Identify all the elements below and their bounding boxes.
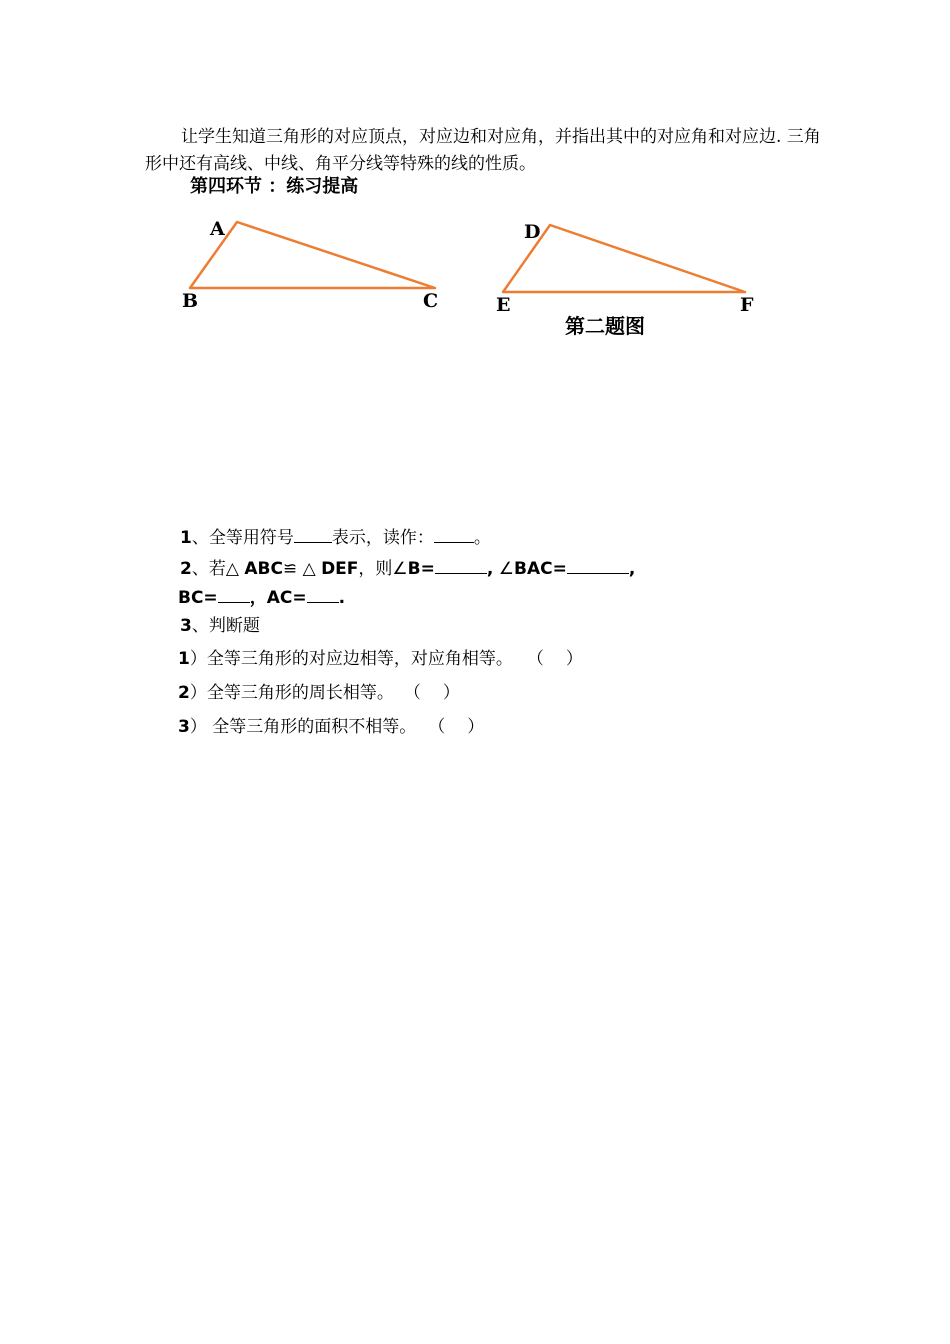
q2-tri: △	[297, 559, 322, 579]
q1-text-b: 表示，读作	[331, 528, 417, 548]
label-a: A	[210, 218, 225, 240]
j3-text: ） 全等三角形的面积不相等。	[189, 717, 417, 737]
q2-number: 2	[180, 559, 192, 579]
q2-angle: ∠	[493, 559, 514, 579]
q1-sep: 、	[191, 528, 209, 548]
j2-paren-close: ）	[442, 683, 460, 703]
triangle-def	[496, 221, 754, 316]
q2-def: DEF	[321, 559, 359, 579]
j3-number: 3	[178, 717, 190, 737]
j2-paren-open: （	[403, 683, 421, 703]
j3-paren-close: ）	[467, 717, 485, 737]
j1-paren-close: ）	[565, 649, 583, 669]
j3-answer[interactable]	[428, 717, 484, 737]
q2-sep: 、	[191, 559, 209, 579]
q2-abc: ABC	[244, 559, 283, 579]
triangle-abc	[182, 218, 438, 312]
q3-number: 3	[180, 616, 192, 636]
label-c: C	[423, 290, 439, 312]
q3-sep: 、	[191, 616, 209, 636]
j1-number: 1	[178, 649, 190, 669]
q2-blank-b[interactable]	[435, 559, 487, 574]
j1-text: ）全等三角形的对应边相等，对应角相等。	[189, 649, 513, 669]
j2-text: ）全等三角形的周长相等。	[189, 683, 394, 703]
j1-answer[interactable]	[527, 649, 583, 669]
j1-paren-open: （	[526, 649, 544, 669]
q2-b: B=	[407, 559, 435, 579]
q2-comma: ，	[249, 588, 267, 608]
q1-colon: ：	[416, 528, 434, 548]
judgment-2	[178, 678, 460, 703]
q3-title: 判断题	[208, 616, 260, 636]
q1-blank-symbol[interactable]	[294, 528, 332, 543]
label-e: E	[496, 294, 511, 316]
judgment-1	[178, 644, 583, 669]
q2-end: .	[338, 588, 346, 608]
judgment-3	[178, 712, 484, 737]
label-d: D	[524, 221, 541, 243]
triangle-abc-shape	[190, 222, 435, 288]
q2-comma2: ,	[628, 559, 636, 579]
q2-then: ，则∠	[358, 559, 408, 579]
triangle-figure	[170, 205, 790, 345]
question-3	[180, 611, 260, 636]
q2-comma1: ,	[486, 559, 494, 579]
q2-blank-ac[interactable]	[307, 588, 339, 603]
q1-number: 1	[180, 528, 192, 548]
q1-text-a: 全等用符号	[208, 528, 294, 548]
q2-blank-bac[interactable]	[567, 559, 629, 574]
question-2	[180, 554, 635, 579]
j3-paren-open: （	[428, 717, 446, 737]
label-f: F	[740, 294, 754, 316]
j2-answer[interactable]	[404, 683, 460, 703]
figure-caption: 第二题图	[565, 314, 645, 338]
question-2-continued	[178, 583, 345, 608]
q1-end: 。	[473, 528, 491, 548]
label-b: B	[182, 290, 199, 312]
q2-congruent: ≌	[282, 559, 298, 579]
question-1	[180, 523, 491, 548]
q2-bc: BC=	[178, 588, 218, 608]
q2-bac: BAC=	[513, 559, 567, 579]
q1-blank-reading[interactable]	[434, 528, 474, 543]
q2-blank-bc[interactable]	[218, 588, 250, 603]
q2-prefix: 若△	[208, 559, 245, 579]
j2-number: 2	[178, 683, 190, 703]
intro-paragraph: 让学生知道三角形的对应顶点，对应边和对应角，并指出其中的对应角和对应边. 三角形中还有高线、中线、角平分线等特殊的线的性质。	[145, 127, 821, 174]
section-title: 第四环节 ：练习提高	[190, 176, 359, 197]
q2-ac: AC=	[266, 588, 307, 608]
